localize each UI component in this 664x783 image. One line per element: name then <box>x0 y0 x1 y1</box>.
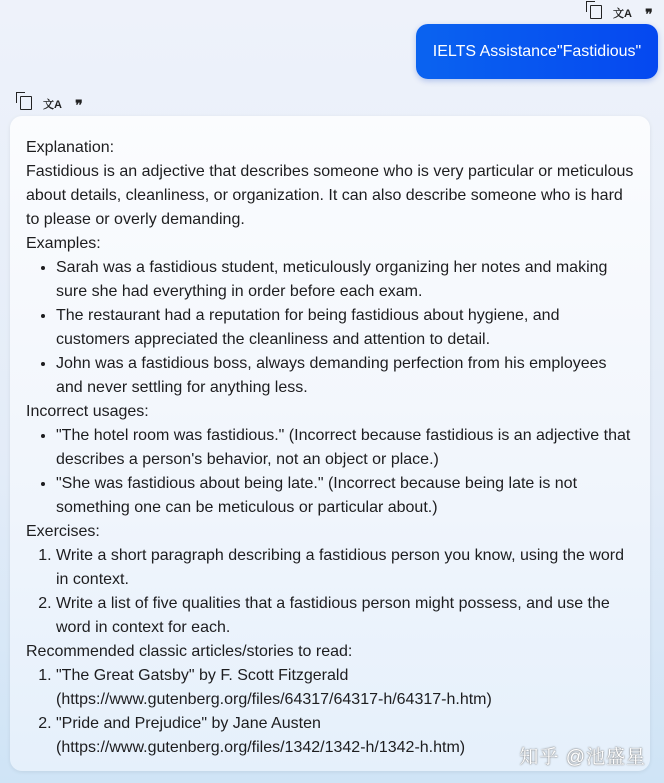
list-item: • John was a fastidious boss, always demanding perfection from his employees and never settling for anything less. <box>56 352 634 400</box>
exercises-list <box>26 544 634 640</box>
assistant-message-actions <box>18 96 87 113</box>
explanation-label: Explanation: <box>26 139 115 156</box>
list-item: 2. "Pride and Prejudice" by Jane Austen (https://www.gutenberg.org/files/1342/1342-h/1342-h.htm) <box>56 712 634 760</box>
list-item: • The restaurant had a reputation for being fastidious about hygiene, and customers appreciated the cleanliness and attention to detail. <box>56 304 634 352</box>
list-item: 1. Write a short paragraph describing a fastidious person you know, using the word in context. <box>56 544 634 592</box>
list-item: • "She was fastidious about being late." (Incorrect because being late is not something one can be meticulous or particular about.) <box>56 472 634 520</box>
explanation-text: Fastidious is an adjective that describes someone who is very particular or meticulous about details, cleanliness, or organization. It can also describe someone who is hard to please or overly demanding. <box>26 163 634 228</box>
examples-list <box>26 256 634 400</box>
list-item: 2. Write a list of five qualities that a fastidious person might possess, and use the word in context for each. <box>56 592 634 640</box>
incorrect-label: Incorrect usages: <box>26 403 149 420</box>
user-message-actions <box>588 5 657 22</box>
copy-icon[interactable] <box>18 96 34 113</box>
list-item: • "The hotel room was fastidious." (Incorrect because fastidious is an adjective that describes a person's behavior, not an object or place.) <box>56 424 634 472</box>
examples-label: Examples: <box>26 235 101 252</box>
watermark: 知乎 @池盛星 <box>519 747 646 768</box>
reading-label: Recommended classic articles/stories to read: <box>26 643 353 660</box>
user-message-bubble <box>416 24 658 79</box>
translate-icon[interactable]: 文A <box>613 7 632 20</box>
list-item: 1. "The Great Gatsby" by F. Scott Fitzgerald (https://www.gutenberg.org/files/64317/64317-h/64317-h.htm) <box>56 664 634 712</box>
user-message-text: IELTS Assistance"Fastidious" <box>432 42 642 60</box>
translate-icon[interactable]: 文A <box>43 98 62 111</box>
exercises-label: Exercises: <box>26 523 100 540</box>
quote-icon[interactable]: ❞ <box>645 5 653 22</box>
assistant-message-card <box>10 116 650 771</box>
copy-icon[interactable] <box>588 5 604 22</box>
quote-icon[interactable]: ❞ <box>75 96 83 113</box>
incorrect-list <box>26 424 634 520</box>
list-item: • Sarah was a fastidious student, meticulously organizing her notes and making sure she had everything in order before each exam. <box>56 256 634 304</box>
